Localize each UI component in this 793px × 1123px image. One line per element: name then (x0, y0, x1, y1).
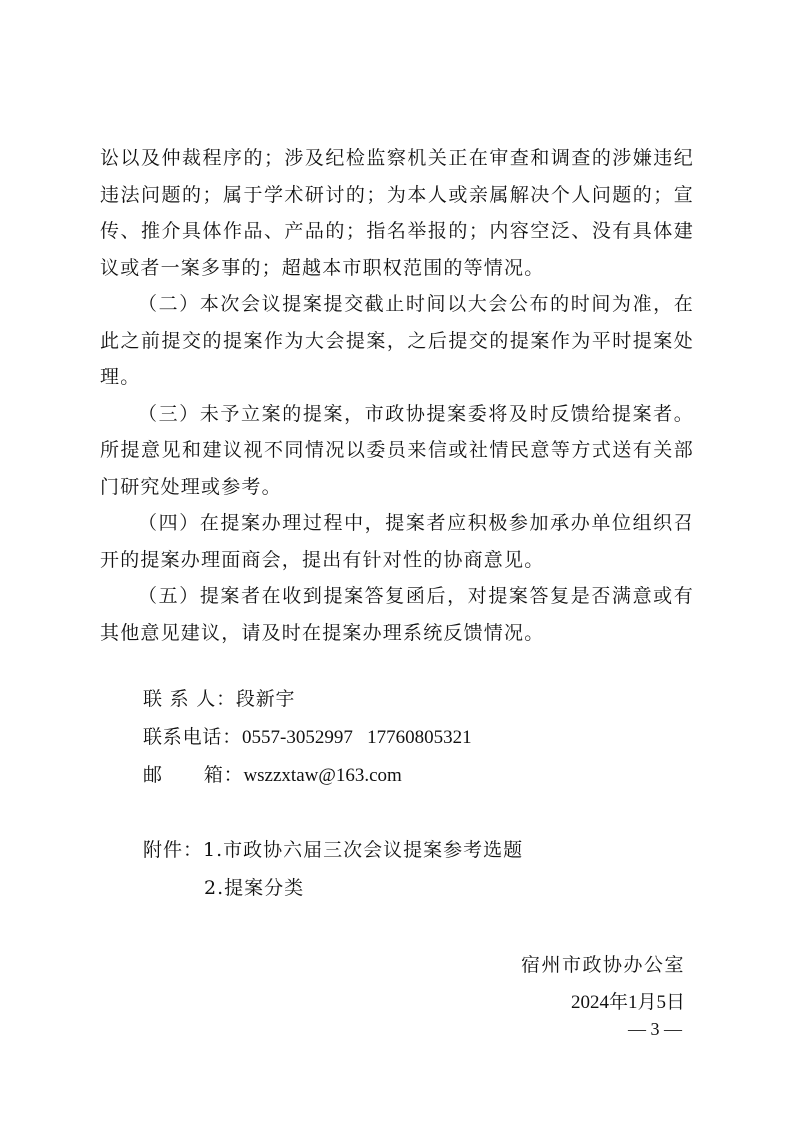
contact-phone-label: 联系电话： (143, 726, 243, 748)
body-text (100, 140, 694, 651)
paragraph-item-5: （五）提案者在收到提案答复函后，对提案答复是否满意或有其他意见建议，请及时在提案办理系统反馈情况。 (100, 585, 694, 644)
page-number: — 3 — (628, 1019, 682, 1039)
attachments-line-1 (143, 838, 523, 862)
signature-date: 2024年1月5日 (570, 992, 685, 1013)
paragraph-continued: 讼以及仲裁程序的；涉及纪检监察机关正在审查和调查的涉嫌违纪违法问题的；属于学术研讨的；为本人或亲属解决个人问题的；宣传、推介具体作品、产品的；指名举报的；内容空泛、没有具体建议或者一案多事的；超越本市职权范围的等情况。 (100, 147, 694, 279)
attachment-item-2: 2.提案分类 (204, 877, 305, 899)
contact-email-line (143, 763, 402, 788)
attachment-item-1: 1.市政协六届三次会议提案参考选题 (203, 839, 524, 861)
attachments-label: 附件： (143, 839, 204, 861)
contact-email-value: wszzxtaw@163.com (243, 765, 402, 786)
contact-phone-line (143, 725, 472, 750)
contact-phone-value: 0557-3052997 17760805321 (242, 727, 472, 748)
contact-person-line (143, 687, 295, 711)
paragraph-item-4: （四）在提案办理过程中，提案者应积极参加承办单位组织召开的提案办理面商会，提出有针对性的协商意见。 (100, 512, 694, 571)
contact-person-value: 段新宇 (235, 688, 296, 710)
paragraph-item-2: （二）本次会议提案提交截止时间以大会公布的时间为准，在此之前提交的提案作为大会提案，之后提交的提案作为平时提案处理。 (100, 293, 694, 388)
contact-email-label: 邮 箱： (143, 764, 244, 786)
signature-org: 宿州市政协办公室 (520, 954, 685, 976)
paragraph-item-3: （三）未予立案的提案，市政协提案委将及时反馈给提案者。所提意见和建议视不同情况以委员来信或社情民意等方式送有关部门研究处理或参考。 (100, 402, 694, 498)
contact-person-label: 联 系 人： (143, 688, 236, 710)
